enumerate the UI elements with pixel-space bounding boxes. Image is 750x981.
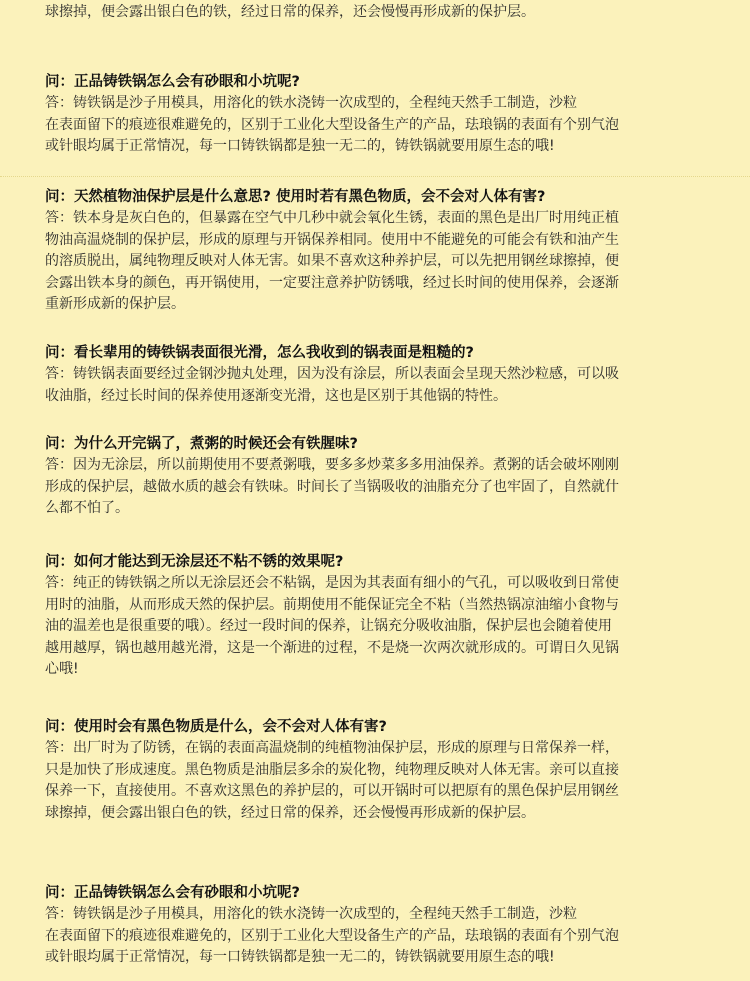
answer-line: 或针眼均属于正常情况，每一口铸铁锅都是独一无二的，铸铁锅就要用原生态的哦! <box>45 949 555 965</box>
answer-line: 答：铁本身是灰白色的，但暴露在空气中几秒中就会氧化生锈，表面的黑色是出厂时用纯正植 <box>45 210 619 226</box>
answer-line: 油的温差也是很重要的哦）。经过一段时间的保养，让锅充分吸收油脂，保护层也会随着使用 <box>45 618 612 634</box>
qa-block-rough-surface <box>45 343 705 407</box>
answer-line: 收油脂，经过长时间的保养使用逐渐变光滑，这也是区别于其他锅的特性。 <box>45 387 507 404</box>
answer-line: 答：纯正的铸铁锅之所以无涂层还会不粘锅，是因为其表面有细小的气孔，可以吸收到日常使 <box>45 575 619 591</box>
answer-line: 越用越厚，锅也越用越光滑，这是一个渐进的过程，不是烧一次两次就形成的。可谓日久见锅 <box>45 639 619 656</box>
answer-line: 答：出厂时为了防锈，在锅的表面高温烧制的纯植物油保护层，形成的原理与日常保养一样， <box>45 740 619 756</box>
qa-block-nonstick <box>45 552 705 681</box>
qa-block-top <box>45 72 705 158</box>
answer-line: 么都不怕了。 <box>45 500 129 516</box>
answer-line: 形成的保护层，越做水质的越会有铁味。时间长了当锅吸收的油脂充分了也牢固了，自然就什 <box>45 478 619 495</box>
question-text: 问：为什么开完锅了，煮粥的时候还会有铁腥味? <box>45 436 358 452</box>
answer-line: 会露出铁本身的颜色，再开锅使用，一定要注意养护防锈哦，经过长时间的使用保养，会逐渐 <box>45 274 619 291</box>
qa-block-black-residue <box>45 717 705 824</box>
answer-line: 只是加快了形成速度。黑色物质是油脂层多余的炭化物，纯物理反映对人体无害。亲可以直接 <box>45 761 619 778</box>
answer-line: 用时的油脂，从而形成天然的保护层。前期使用不能保证完全不粘（当然热锅凉油缩小食物与 <box>45 596 619 613</box>
answer-line: 在表面留下的痕迹很难避免的，区别于工业化大型设备生产的产品，珐琅锅的表面有个别气泡 <box>45 927 619 944</box>
answer-line: 重新形成新的保护层。 <box>45 296 185 312</box>
faq-panel-top <box>0 0 750 176</box>
question-text: 问：正品铸铁锅怎么会有砂眼和小坑呢? <box>45 74 300 90</box>
question-text: 问：正品铸铁锅怎么会有砂眼和小坑呢? <box>45 885 300 901</box>
faq-panel-main <box>0 176 750 981</box>
answer-line: 答：铸铁锅是沙子用模具，用溶化的铁水浇铸一次成型的，全程纯天然手工制造，沙粒 <box>45 95 577 111</box>
qa-block-sand-holes <box>45 883 705 969</box>
answer-line: 的溶质脱出，属纯物理反映对人体无害。如果不喜欢这种养护层，可以先把用钢丝球擦掉，便 <box>45 253 619 269</box>
qa-block-oil-layer <box>45 187 705 316</box>
answer-line: 物油高温烧制的保护层，形成的原理与开锅保养相同。使用中不能避免的可能会有铁和油产生 <box>45 231 619 248</box>
answer-line: 在表面留下的痕迹很难避免的，区别于工业化大型设备生产的产品，珐琅锅的表面有个别气泡 <box>45 116 619 133</box>
answer-line: 答：因为无涂层，所以前期使用不要煮粥哦，要多多炒菜多多用油保养。煮粥的话会破坏刚刚 <box>45 457 619 473</box>
answer-line: 或针眼均属于正常情况，每一口铸铁锅都是独一无二的，铸铁锅就要用原生态的哦! <box>45 138 555 154</box>
question-text: 问：看长辈用的铸铁锅表面很光滑，怎么我收到的锅表面是粗糙的? <box>45 345 474 361</box>
answer-line: 球擦掉，便会露出银白色的铁，经过日常的保养，还会慢慢再形成新的保护层。 <box>45 804 535 821</box>
answer-line: 答：铸铁锅是沙子用模具，用溶化的铁水浇铸一次成型的，全程纯天然手工制造，沙粒 <box>45 906 577 922</box>
fragment-block <box>45 2 705 24</box>
question-text: 问：天然植物油保护层是什么意思? 使用时若有黑色物质，会不会对人体有害? <box>45 189 546 205</box>
fragment-line: 球擦掉，便会露出银白色的铁，经过日常的保养，还会慢慢再形成新的保护层。 <box>45 4 535 20</box>
answer-line: 保养一下，直接使用。不喜欢这黑色的养护层的，可以开锅时可以把原有的黑色保护层用钢丝 <box>45 783 619 799</box>
question-text: 问：使用时会有黑色物质是什么，会不会对人体有害? <box>45 719 387 735</box>
answer-line: 心哦! <box>45 661 79 677</box>
question-text: 问：如何才能达到无涂层还不粘不锈的效果呢? <box>45 554 344 570</box>
qa-block-iron-taste <box>45 434 705 520</box>
answer-line: 答：铸铁锅表面要经过金钢沙抛丸处理，因为没有涂层，所以表面会呈现天然沙粒感，可以吸 <box>45 366 619 382</box>
